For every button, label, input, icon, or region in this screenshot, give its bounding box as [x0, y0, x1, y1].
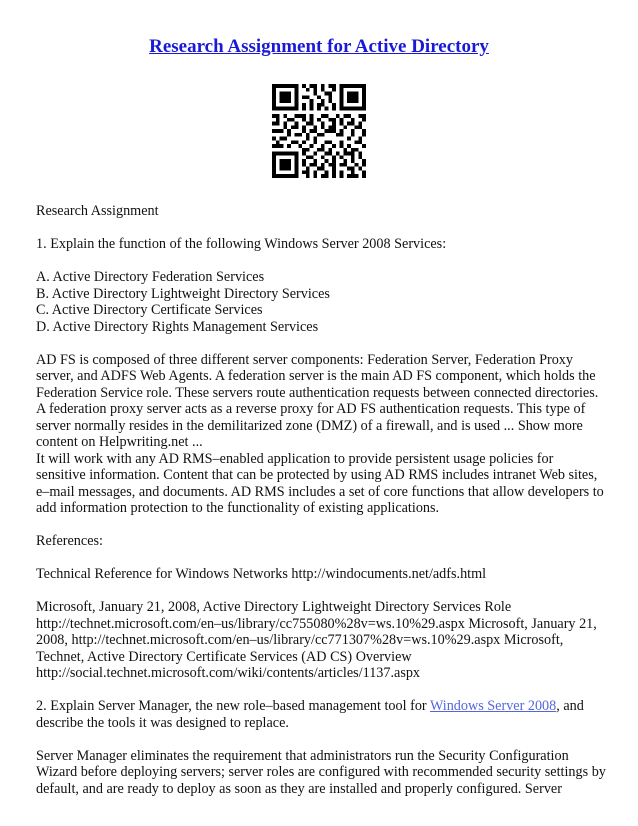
question-2-text: 2. Explain Server Manager, the new role–based management tool for — [36, 698, 430, 714]
list-item: B. Active Directory Lightweight Directory Services — [36, 285, 330, 302]
qr-code-icon — [272, 84, 366, 178]
references-heading: References: — [36, 533, 103, 549]
services-list — [36, 269, 606, 335]
question-2 — [36, 698, 606, 731]
document-title[interactable]: Research Assignment for Active Directory — [149, 36, 489, 57]
windows-server-2008-link[interactable]: Windows Server 2008 — [429, 698, 557, 714]
reference-1: Technical Reference for Windows Networks http://windocuments.net/adfs.html — [36, 566, 487, 582]
paragraph-adfs: AD FS is composed of three different server components: Federation Server, Federation Proxy server, and ADFS Web Agents. A federation server is the main AD FS component, which holds the Federation Service role. These servers route authentication requests between connected directories. A federation proxy server acts as a reverse proxy for AD FS authentication requests. This type of server normally resides in the demilitarized zone (DMZ) of a firewall, and is used ... Show more content on Helpwriting.net ... — [36, 351, 599, 450]
list-item: A. Active Directory Federation Services — [36, 269, 265, 285]
paragraph-adrms: It will work with any AD RMS–enabled application to provide persistent usage policies for sensitive information. Content that can be protected by using AD RMS includes intranet Web sites, e–mail messages, and documents. AD RMS includes a set of core functions that allow developers to add information protection to the functionality of existing applications. — [36, 450, 604, 516]
list-item: C. Active Directory Certificate Services — [36, 302, 263, 318]
document-body — [36, 203, 606, 797]
question-1: 1. Explain the function of the following Windows Server 2008 Services: — [36, 236, 447, 252]
list-item: D. Active Directory Rights Management Services — [36, 318, 319, 335]
question-2-text-end: , and describe the tools it was designed to replace. — [36, 698, 584, 731]
reference-2: Microsoft, January 21, 2008, Active Directory Lightweight Directory Services Role http://technet.microsoft.com/en–us/library/cc755080%28v=ws.10%29.aspx Microsoft, January 21, 2008, http://technet.microsoft.com/en–us/library/cc771307%28v=ws.10%29.aspx Microsoft, Technet, Active Directory Certificate Services (AD CS) Overview http://social.technet.microsoft.com/wiki/contents/articles/1137.aspx — [36, 599, 597, 681]
paragraph-server-manager: Server Manager eliminates the requirement that administrators run the Security Configuration Wizard before deploying servers; server roles are configured with recommended security settings by default, and are ready to deploy as soon as they are installed and properly configured. Server — [36, 747, 606, 797]
section-heading: Research Assignment — [36, 203, 159, 219]
